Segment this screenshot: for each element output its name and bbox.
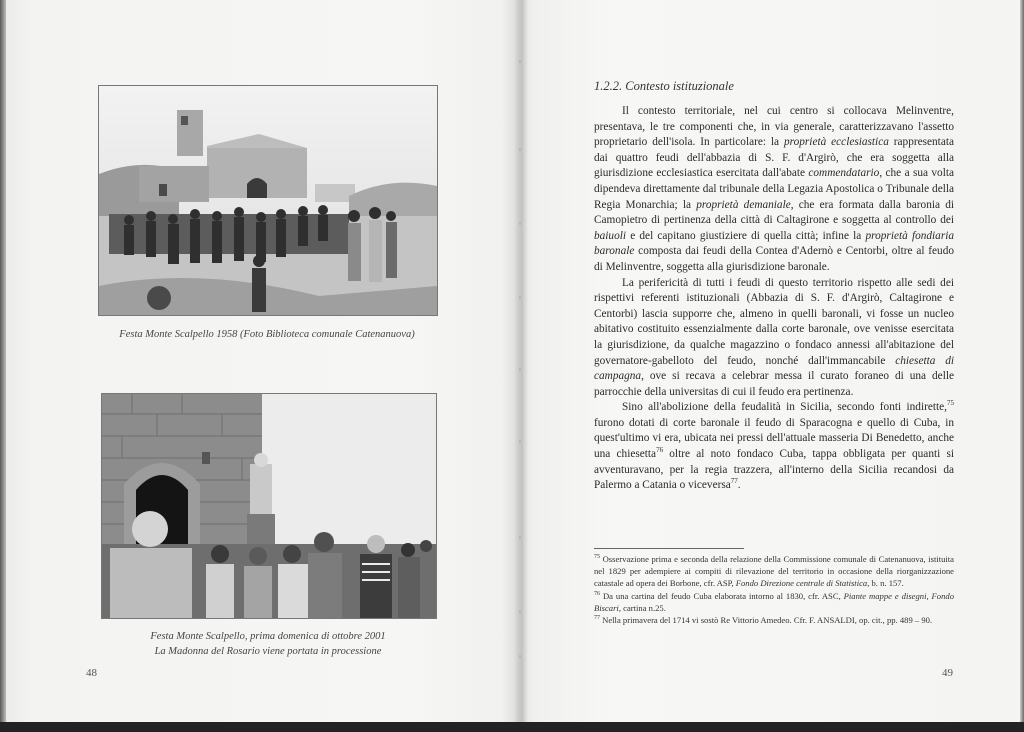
- section-title: 1.2.2. Contesto istituzionale: [594, 79, 734, 93]
- text-run: Sino all'abolizione della feudalità in Sicilia, secondo fonti indirette,: [622, 401, 947, 414]
- note-reference: 77: [730, 477, 738, 486]
- gutter-mark: [519, 655, 521, 658]
- text-run: composta dai feudi della Contea d'Adernò e Centorbi, oltre al feudo di Melinventre, soggetta alla giurisdizione baronale.: [594, 245, 954, 273]
- photo-caption-1958: Festa Monte Scalpello 1958 (Foto Biblioteca comunale Catenanuova): [119, 329, 415, 340]
- book-gutter: [514, 0, 528, 722]
- note-reference: 77: [594, 615, 600, 622]
- text-run: , che a sua volta dipendeva direttamente dal tribunale della Legazia Apostolica o Tribunale della Regia Monarchia; la: [594, 167, 954, 211]
- gutter-mark: [519, 60, 521, 63]
- body-paragraph: [594, 104, 954, 276]
- caption-line-2: La Madonna del Rosario viene portata in processione: [154, 646, 382, 657]
- italic-run: baiuoli: [594, 229, 627, 242]
- text-run: furono dotati di corte baronale il feudo di Sparacogna e quello di Cuba, in quest'ultimo vi era, ubicata nei pressi dell'attuale masseria Di Benedetto, anche una chiesetta: [594, 416, 954, 461]
- text-run: .: [737, 479, 741, 492]
- footnotes: [594, 553, 954, 626]
- footnote: [594, 553, 954, 590]
- gutter-mark: [519, 368, 521, 371]
- text-run: Il contesto territoriale, nel cui centro si collocava Melinventre, presentava, le tre componenti che, in via generale, caratterizzavano l'assetto proprietario dell'isola. In particolare: la: [594, 105, 954, 149]
- text-run: , che era formata dalla baronia di Camopietro di pertinenza della città di Caltagirone e soggetta al controllo dei: [594, 198, 954, 227]
- note-reference: 75: [594, 554, 600, 561]
- footnote: [594, 614, 954, 626]
- footnote: [594, 590, 954, 614]
- right-page-edge: [1020, 0, 1024, 722]
- italic-run: Piante mappe e disegni, Fondo Biscari: [594, 590, 954, 613]
- gutter-mark: [519, 536, 521, 539]
- photo-festa-1958: [98, 85, 438, 316]
- photo-festa-2001: [101, 393, 437, 619]
- italic-run: proprietà fondiaria baronale: [594, 229, 954, 258]
- text-run: , cartina n.25.: [618, 602, 666, 613]
- photo-caption-2001: [101, 629, 435, 659]
- note-reference: 75: [947, 399, 954, 408]
- italic-run: commendatario: [808, 167, 880, 180]
- italic-run: chiesetta di campagna: [594, 354, 955, 383]
- gutter-mark: [519, 440, 521, 443]
- gutter-mark: [519, 148, 521, 151]
- body-text: [594, 104, 954, 494]
- body-paragraph: [594, 400, 954, 494]
- note-reference: 76: [656, 446, 664, 455]
- left-page-edge: [0, 0, 6, 722]
- text-run: rappresentata dai quattro feudi dell'abbazia di S. F. d'Argirò, che era soggetta alla giurisdizione ecclesiastica esercitata dall'abate: [594, 136, 954, 180]
- gutter-mark: [519, 222, 521, 225]
- text-run: Nella primavera del 1714 vi sostò Re Vittorio Amedeo. Cfr. F. ANSALDI, op. cit., pp. 489 – 90.: [600, 615, 933, 626]
- text-run: La perifericità di tutti i feudi di questo territorio rispetto alle sedi dei rispettivi referenti istituzionali (Abbazia di S. F. d'Argirò, Caltagirone e Centorbi) lascia supporre che, almeno in quelli baronali, vi fosse un nucleo abitativo costituito essenzialmente dalla corte baronale, ove venisse esercitata la giurisdizione, da qualche magazzino o fondaco annessi all'abitazione del governatore-gabelloto del feudo, nonché dall'immancabile: [594, 276, 954, 367]
- caption-line-1: Festa Monte Scalpello, prima domenica di ottobre 2001: [150, 631, 386, 642]
- text-run: oltre al noto fondaco Cuba, tappa obbligata per quanti si avventuravano, per la regia trazzera, all'interno della Sicilia recandosi da Palermo a Catania o viceversa: [594, 448, 955, 492]
- text-run: e del capitano giustiziere di quella città; infine la: [626, 229, 866, 242]
- text-run: Da una cartina del feudo Cuba elaborata intorno al 1830, cfr. ASC,: [600, 590, 844, 601]
- text-run: , b. n. 157.: [867, 578, 904, 589]
- page-number-right: 49: [942, 667, 953, 679]
- footnote-separator: [594, 548, 744, 549]
- gutter-mark: [519, 610, 521, 613]
- gutter-mark: [519, 296, 521, 299]
- text-run: Osservazione prima e seconda della relazione della Commissione comunale di Catenanuova, istituita nel 1829 per adempiere ai compiti di rilevazione del territorio in occasione della riorganizzazione catastale ad opera dei Borbone, cfr. ASP,: [594, 554, 954, 589]
- page-number-left: 48: [86, 667, 97, 679]
- body-paragraph: [594, 276, 954, 401]
- italic-run: proprietà ecclesiastica: [783, 136, 889, 149]
- italic-run: proprietà demaniale: [696, 198, 791, 211]
- note-reference: 76: [594, 590, 600, 597]
- italic-run: Fondo Direzione centrale di Statistica: [735, 578, 868, 589]
- text-run: , ove si recava a celebrar messa il curato foraneo di una delle parrocchie della universitas di cui il feudo era pertinenza.: [594, 370, 954, 398]
